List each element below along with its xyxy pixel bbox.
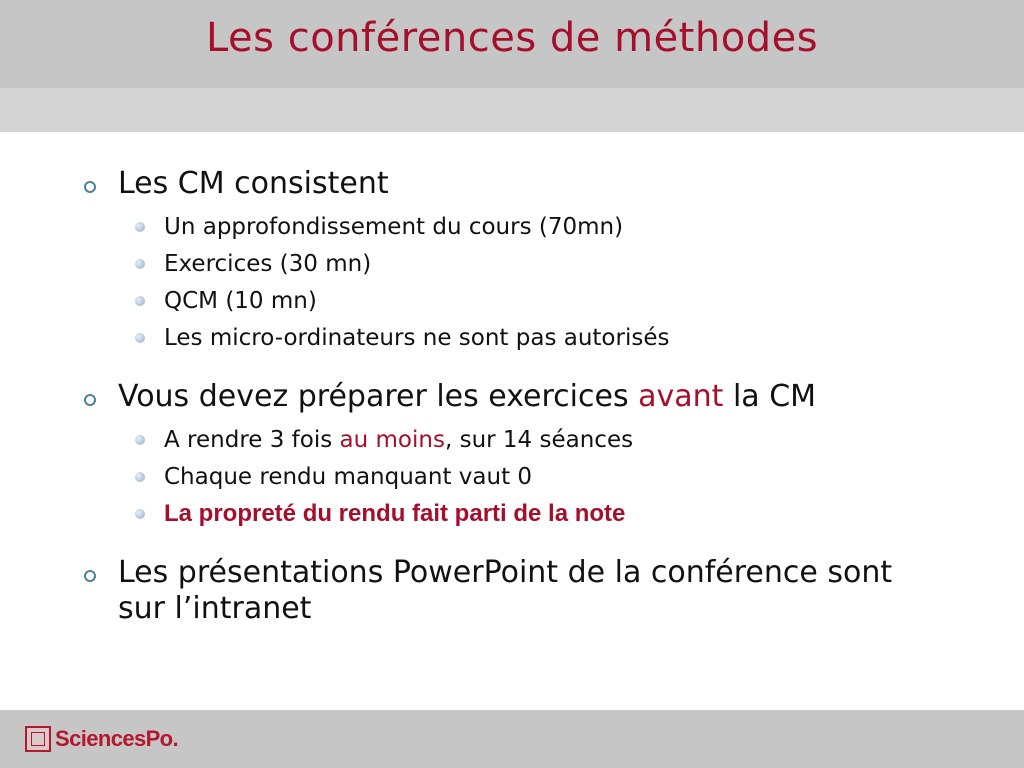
dot-bullet-icon [135,509,145,519]
bullet-3-line-1: Les présentations PowerPoint de la conférence sont [118,555,893,590]
bullet-3-line-2: sur l’intranet [118,591,312,626]
subitem-1-4: Les micro-ordinateurs ne sont pas autorisés [164,325,670,351]
ring-bullet-icon [84,394,96,406]
subitem-2-1 [164,426,633,454]
dot-bullet-icon [135,435,145,445]
subitem-2-1-after: , sur 14 séances [444,427,634,453]
ring-bullet-icon [84,181,96,193]
bullet-2-text-before: Vous devez préparer les exercices [118,379,639,414]
dot-bullet-icon [135,333,145,343]
dot-bullet-icon [135,259,145,269]
subitem-1-3: QCM (10 mn) [164,288,317,314]
subitem-2-2: Chaque rendu manquant vaut 0 [164,464,533,490]
bullet-2-text-after: la CM [723,379,817,414]
bullet-1-text: Les CM consistent [118,166,389,201]
bullet-2-text [118,380,816,414]
sciencespo-logo [25,724,178,754]
dot-bullet-icon [135,472,145,482]
slide-title: Les conférences de méthodes [205,15,819,61]
subitem-1-1: Un approfondissement du cours (70mn) [164,214,624,240]
subitem-1-2: Exercices (30 mn) [164,251,372,277]
subitem-2-1-before: A rendre 3 fois [164,427,340,453]
bullet-2-highlight: avant [638,379,724,414]
subitem-2-3: La propreté du rendu fait parti de la note [164,500,626,527]
title-underbar [0,88,1024,132]
logo-text: SciencesPo. [55,726,179,751]
dot-bullet-icon [135,222,145,232]
sciencespo-seal-icon [25,726,51,752]
dot-bullet-icon [135,296,145,306]
ring-bullet-icon [84,570,96,582]
subitem-2-1-highlight: au moins [339,427,445,453]
